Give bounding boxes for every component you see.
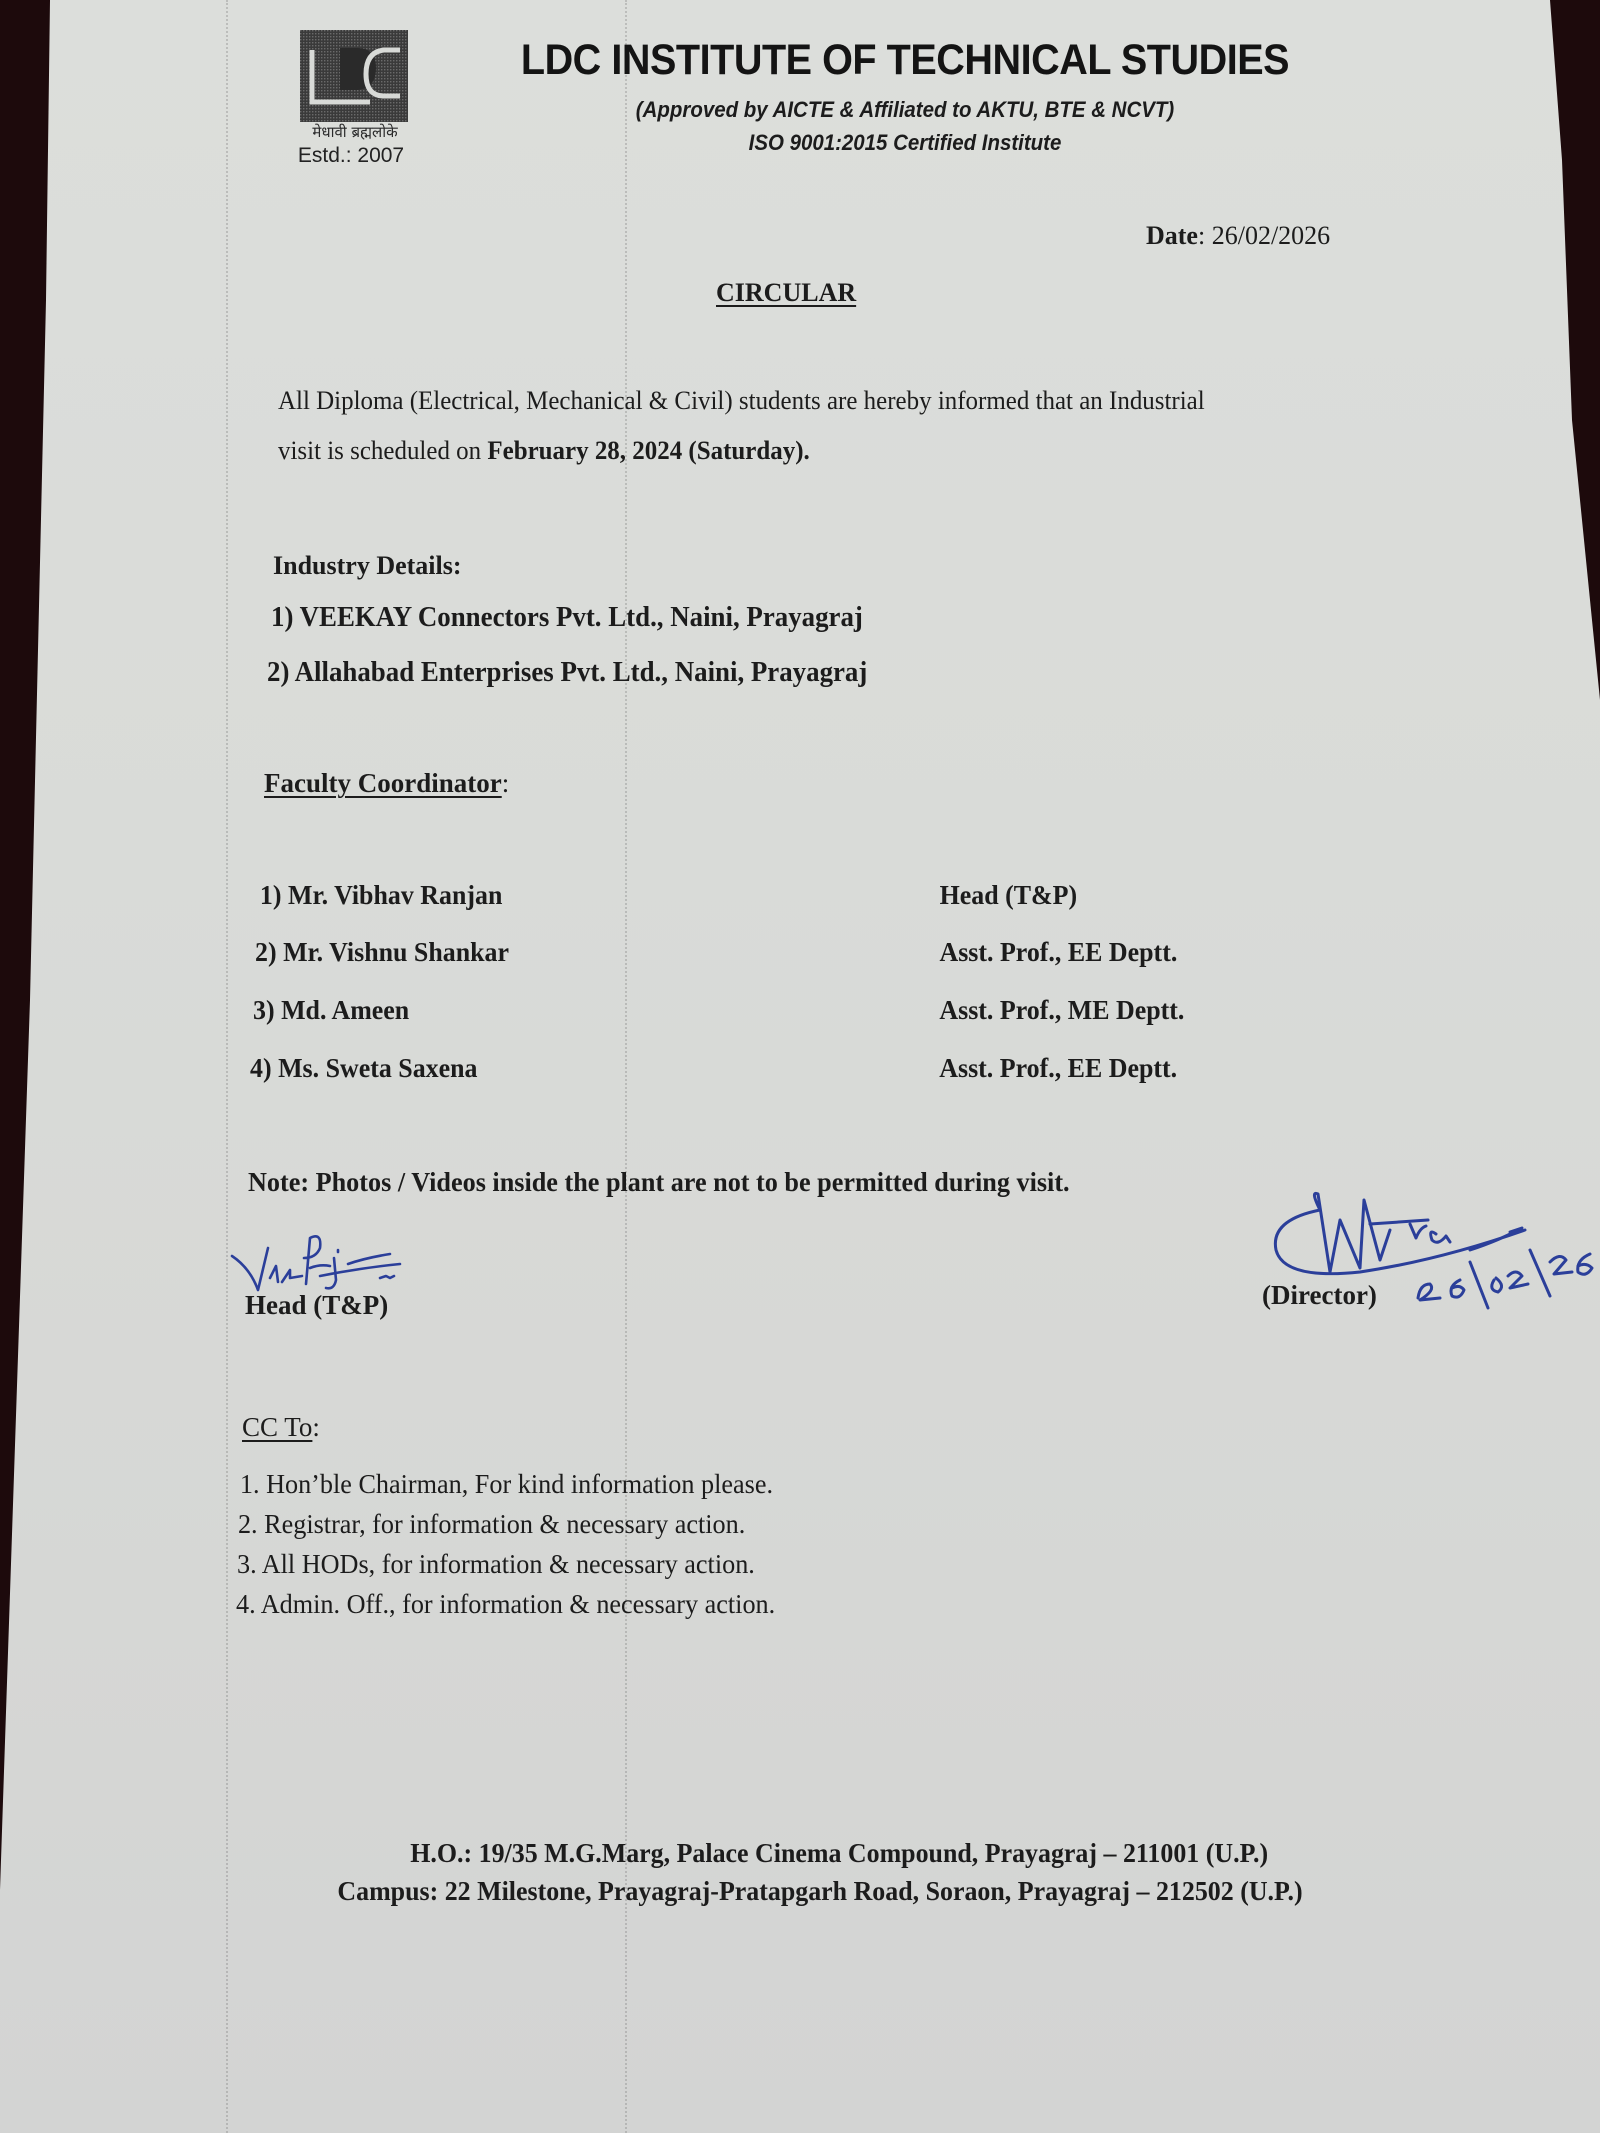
date-separator: :	[1197, 221, 1212, 250]
cc-heading-text: CC To	[242, 1412, 313, 1442]
cc-item: 4. Admin. Off., for information & necessary action.	[236, 1589, 776, 1619]
industry-item: 2) Allahabad Enterprises Pvt. Ltd., Naini, Prayagraj	[267, 657, 868, 688]
visit-date: February 28, 2024 (Saturday).	[487, 436, 810, 465]
fold-line	[625, 0, 627, 2133]
document-title: CIRCULAR	[716, 278, 857, 307]
coordinator-role: Asst. Prof., EE Deptt.	[939, 937, 1178, 967]
head-office-address: H.O.: 19/35 M.G.Marg, Palace Cinema Compound, Prayagraj – 211001 (U.P.)	[410, 1838, 1269, 1868]
institute-certification: ISO 9001:2015 Certified Institute	[748, 130, 1062, 155]
established-year: Estd.: 2007	[297, 144, 405, 167]
institute-approval: (Approved by AICTE & Affiliated to AKTU, BTE & NCVT)	[635, 97, 1175, 122]
faculty-heading-text: Faculty Coordinator	[264, 768, 502, 798]
date-label: Date	[1146, 221, 1198, 250]
coordinator-name: 2) Mr. Vishnu Shankar	[255, 937, 510, 967]
note: Note: Photos / Videos inside the plant are not to be permitted during visit.	[248, 1167, 1070, 1197]
cc-heading	[242, 1412, 320, 1443]
industry-item: 1) VEEKAY Connectors Pvt. Ltd., Naini, Prayagraj	[271, 602, 863, 633]
head-signatory-label: Head (T&P)	[245, 1290, 389, 1320]
cc-heading-colon: :	[312, 1412, 320, 1442]
address-footer	[225, 1834, 1415, 1910]
coordinator-name: 4) Ms. Sweta Saxena	[250, 1053, 478, 1083]
fold-line	[226, 0, 228, 2133]
coordinator-name: 1) Mr. Vibhav Ranjan	[259, 880, 503, 910]
body-line-1: All Diploma (Electrical, Mechanical & Civil) students are hereby informed that an Industrial	[278, 386, 1205, 415]
industry-heading: Industry Details:	[273, 551, 462, 580]
cc-item: 2. Registrar, for information & necessary action.	[237, 1509, 746, 1539]
circular-body	[278, 376, 1353, 476]
institute-name: LDC INSTITUTE OF TECHNICAL STUDIES	[520, 36, 1290, 84]
circular-date	[1146, 221, 1330, 251]
date-value: 26/02/2026	[1211, 221, 1331, 250]
faculty-heading-colon: :	[501, 768, 510, 798]
coordinator-role: Asst. Prof., ME Deptt.	[939, 995, 1185, 1025]
campus-address: Campus: 22 Milestone, Prayagraj-Pratapgarh Road, Soraon, Prayagraj – 212502 (U.P.)	[337, 1876, 1303, 1906]
body-line-2-prefix: visit is scheduled on	[278, 436, 488, 465]
cc-list	[236, 1464, 775, 1624]
body-line-2	[278, 426, 1353, 476]
coordinator-name: 3) Md. Ameen	[253, 995, 410, 1025]
institute-motto: मेधावी ब्रह्मलोके	[312, 123, 398, 141]
coordinator-role: Asst. Prof., EE Deptt.	[939, 1053, 1178, 1083]
director-signatory-label: (Director)	[1262, 1280, 1377, 1310]
faculty-heading	[264, 768, 509, 799]
institute-logo	[300, 30, 408, 122]
cc-item: 1. Hon’ble Chairman, For kind information please.	[239, 1469, 774, 1499]
coordinator-role: Head (T&P)	[939, 880, 1078, 910]
cc-item: 3. All HODs, for information & necessary action.	[236, 1549, 755, 1579]
head-signature	[230, 1228, 530, 1298]
